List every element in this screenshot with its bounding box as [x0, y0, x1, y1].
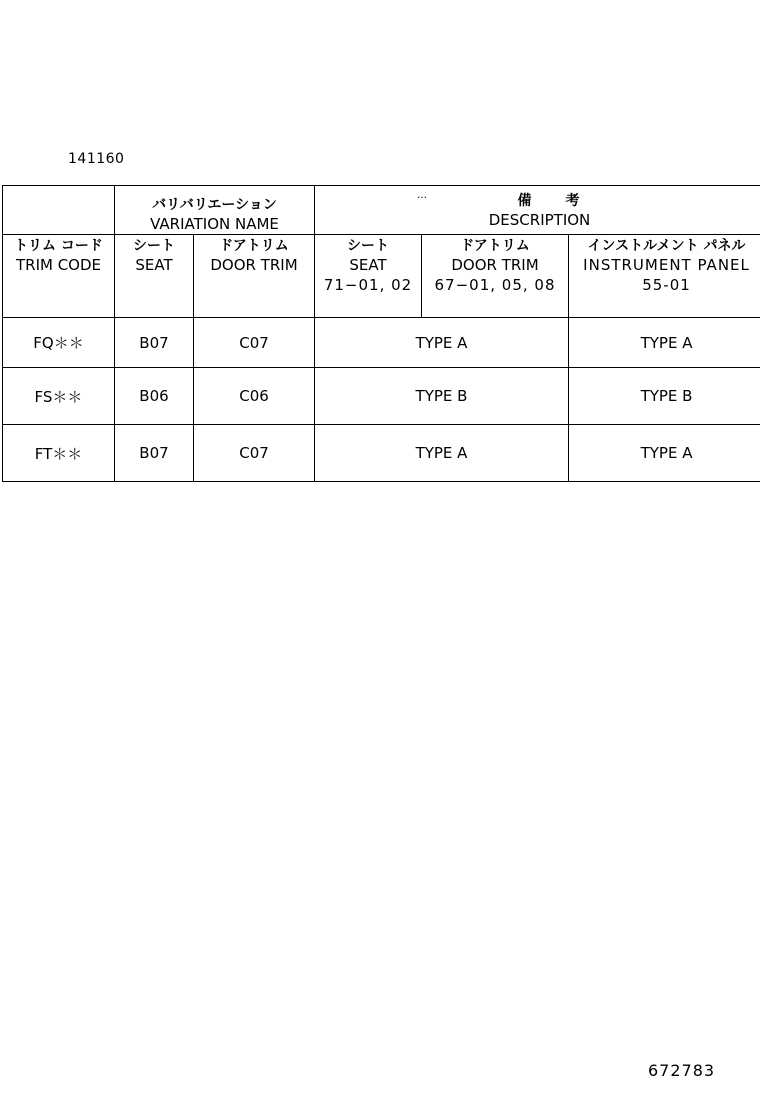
panel-type-cell: TYPE A — [569, 318, 760, 368]
door-trim-cell: C06 — [194, 368, 315, 425]
description-en: DESCRIPTION — [488, 211, 591, 229]
door-trim-jp: ドアトリム — [219, 238, 289, 254]
variation-name-header — [115, 186, 315, 235]
panel-type-cell: TYPE B — [569, 368, 760, 425]
desc-panel-en: INSTRUMENT PANEL — [583, 256, 750, 274]
panel-type-cell: TYPE A — [569, 425, 760, 482]
seat-cell: B07 — [115, 318, 194, 368]
trim-code-cell: FS＊＊ — [3, 368, 115, 425]
trim-code-header — [3, 235, 115, 318]
trim-code-cell: FT＊＊ — [3, 425, 115, 482]
description-header — [315, 186, 760, 235]
desc-panel-header — [569, 235, 760, 318]
desc-seat-code: 71−01, 02 — [323, 276, 413, 294]
column-header-row — [3, 235, 760, 318]
description-jp: 備 考 — [517, 193, 582, 209]
trim-code-jp: トリム コード — [14, 238, 103, 254]
description-mark: … — [417, 190, 428, 201]
seat-header — [115, 235, 194, 318]
table-row — [3, 368, 760, 425]
seat-en: SEAT — [135, 256, 173, 274]
document-number: 141160 — [68, 151, 125, 167]
desc-seat-en: SEAT — [349, 256, 387, 274]
header-blank-cell — [3, 186, 115, 235]
trim-variation-table — [2, 185, 760, 482]
desc-door-en: DOOR TRIM — [451, 256, 539, 274]
variation-name-en: VARIATION NAME — [150, 215, 279, 233]
desc-door-jp: ドアトリム — [460, 238, 530, 254]
desc-seat-header — [315, 235, 422, 318]
seat-cell: B07 — [115, 425, 194, 482]
door-trim-cell: C07 — [194, 318, 315, 368]
desc-door-header — [422, 235, 569, 318]
variation-name-jp: バリバリエーション — [152, 197, 277, 213]
desc-door-code: 67−01, 05, 08 — [434, 276, 556, 294]
desc-panel-code: 55-01 — [642, 276, 691, 294]
trim-code-en: TRIM CODE — [15, 256, 102, 274]
seat-door-type-cell: TYPE A — [315, 425, 569, 482]
trim-code-cell: FQ＊＊ — [3, 318, 115, 368]
desc-panel-jp: インストルメント パネル — [587, 238, 746, 254]
table-row — [3, 425, 760, 482]
seat-jp: シート — [133, 238, 175, 254]
drawing-number: 672783 — [648, 1061, 716, 1080]
desc-seat-jp: シート — [347, 238, 390, 254]
table-row — [3, 318, 760, 368]
seat-door-type-cell: TYPE A — [315, 318, 569, 368]
door-trim-en: DOOR TRIM — [210, 256, 298, 274]
seat-door-type-cell: TYPE B — [315, 368, 569, 425]
seat-cell: B06 — [115, 368, 194, 425]
door-trim-cell: C07 — [194, 425, 315, 482]
header-row-group — [3, 186, 760, 235]
door-trim-header — [194, 235, 315, 318]
